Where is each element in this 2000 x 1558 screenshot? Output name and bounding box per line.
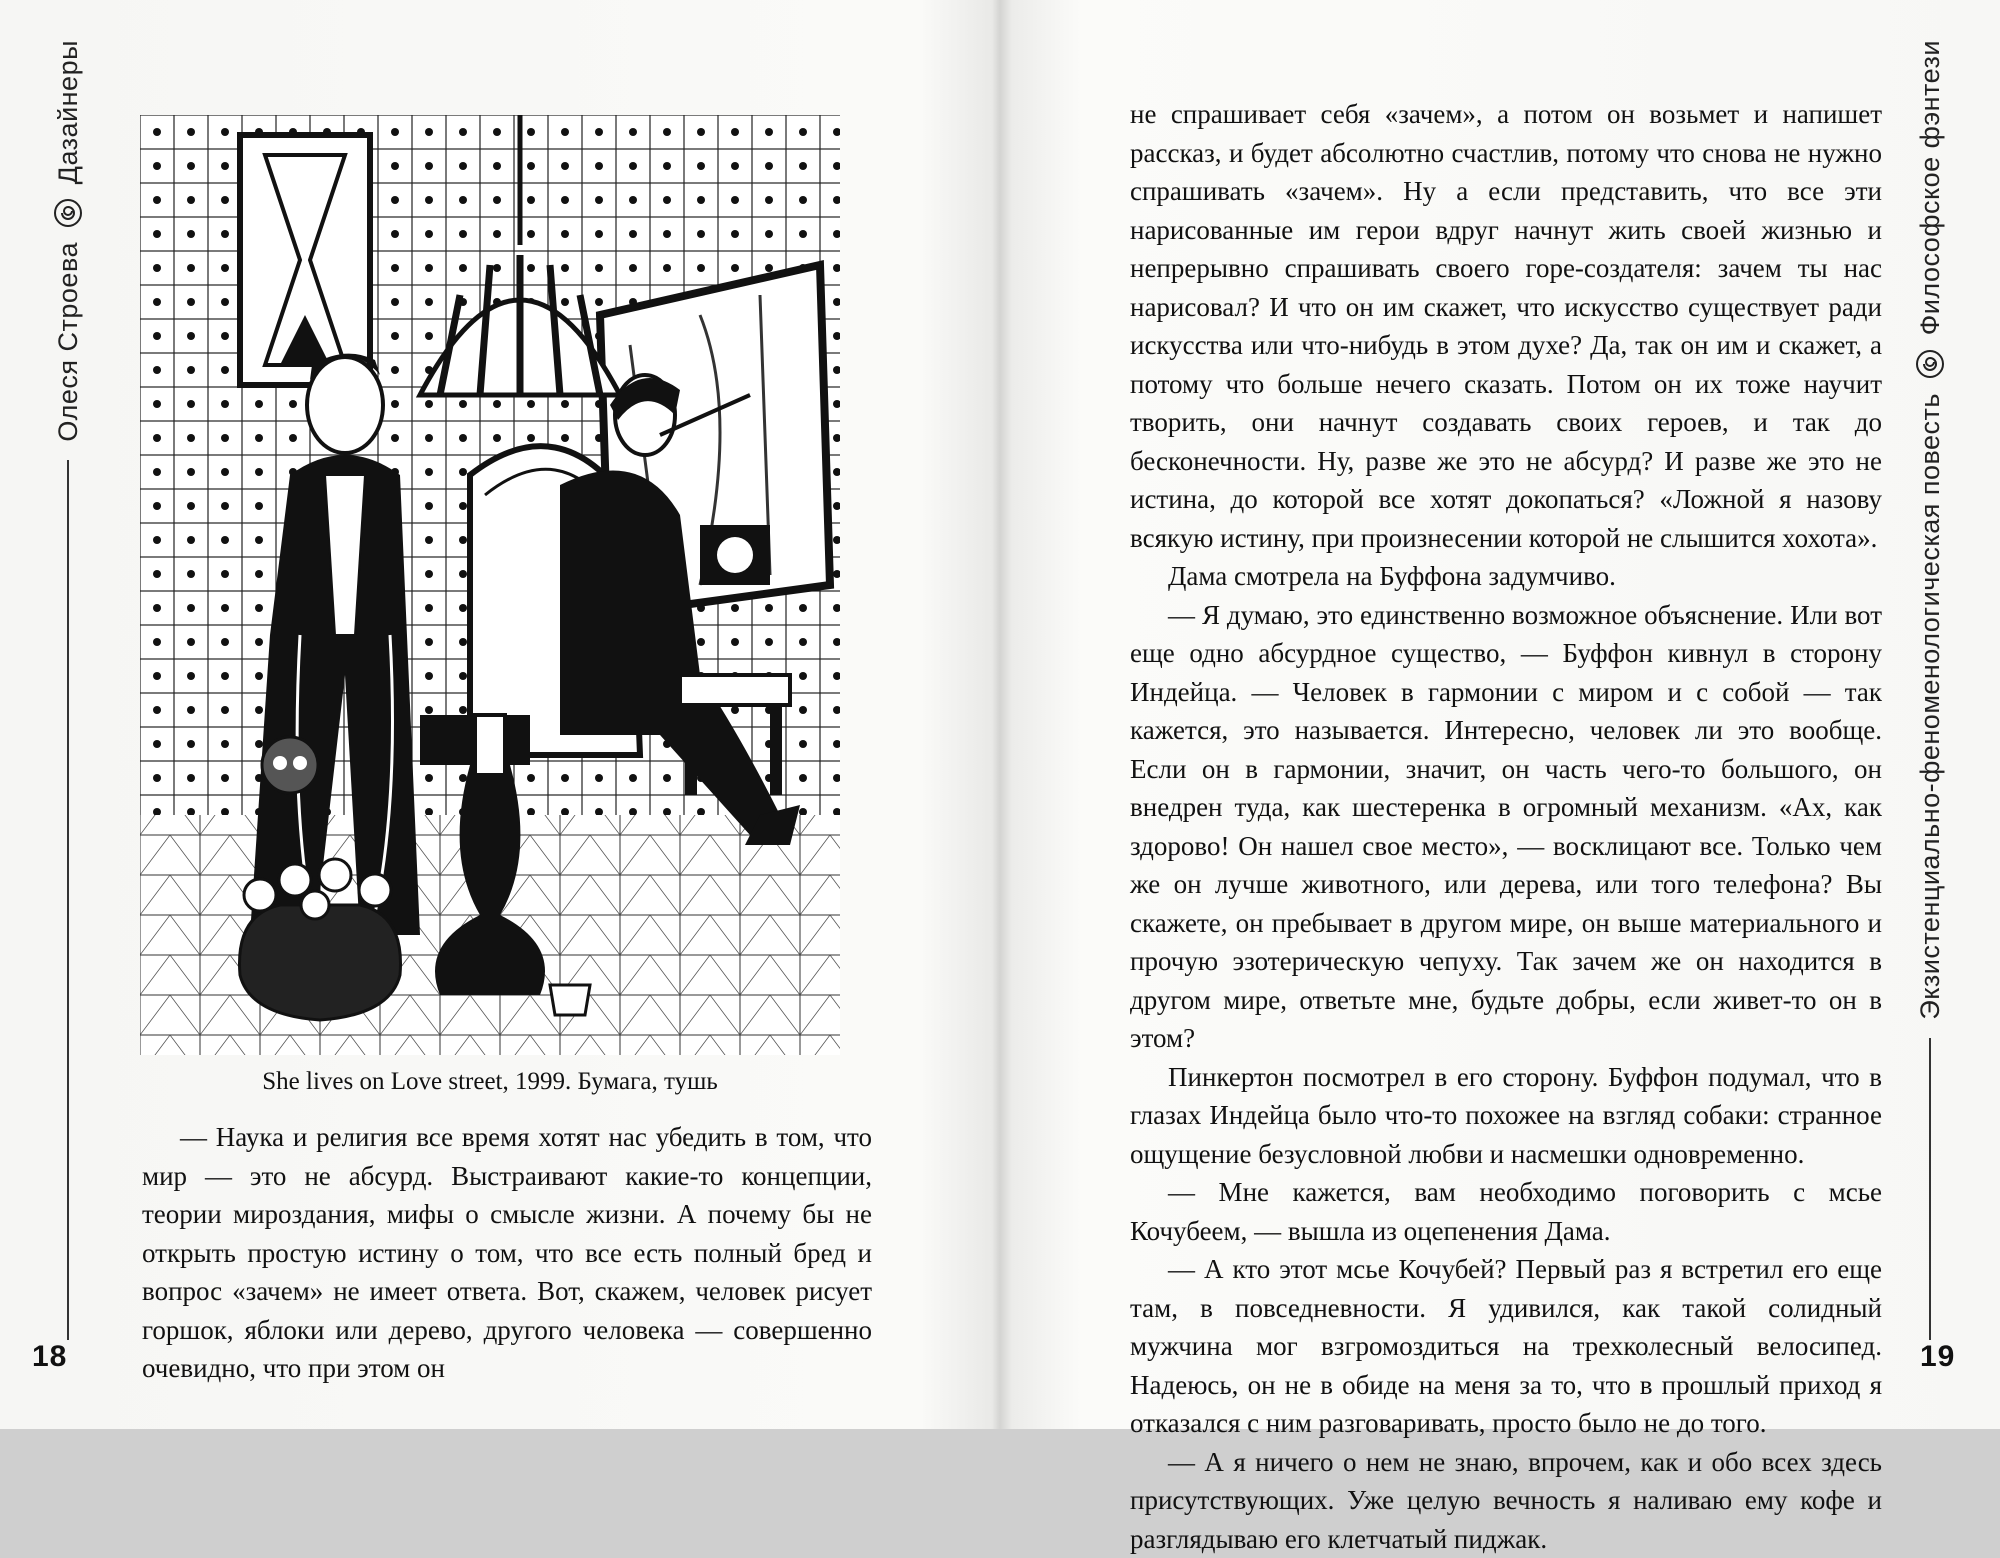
paragraph: — Я думаю, это единственно возможное объяснение. Или вот еще одно абсурдное существо, — Буффон кивнул в сторону Индейца. — Человек в гармонии с миром и с собой — так кажется, это называется. Интересно, человек ли это вообще. Если он в гармонии, значит, он часть чего-то большого, он внедрен туда, как шестеренка в огромный механизм. «Ах, как здорово! Он нашел свое место», — восклицают все. Только чем же он лучше животного, или дерева, или того телефона? Вы скажете, он пребывает в другом мире, он выше материального и прочую эзотерическую чепуху. Так зачем же он находится в другом мире, ответьте мне, будьте добры, если живет-то он в этом? bbox=[1130, 596, 1882, 1058]
page-number-right: 19 bbox=[1920, 1340, 1955, 1374]
illustration-drawing bbox=[140, 115, 840, 1055]
running-head-rule bbox=[67, 460, 69, 1340]
spiral-ornament-icon bbox=[1915, 349, 1945, 379]
paragraph: Дама смотрела на Буффона задумчиво. bbox=[1130, 557, 1882, 596]
right-running-head bbox=[1910, 40, 1950, 1340]
spiral-ornament-icon bbox=[53, 198, 83, 228]
running-head-rule bbox=[1929, 1038, 1931, 1340]
illustration-caption: She lives on Love street, 1999. Бумага, тушь bbox=[140, 1068, 840, 1096]
running-head-genre: Философское фэнтези bbox=[1915, 40, 1946, 335]
left-running-head bbox=[48, 40, 88, 1340]
running-head-title: Дазайнеры bbox=[53, 40, 84, 184]
page-number-left: 18 bbox=[32, 1340, 67, 1374]
paragraph: — Мне кажется, вам необходимо поговорить с мсье Кочубеем, — вышла из оцепенения Дама. bbox=[1130, 1173, 1882, 1250]
paragraph: — Наука и религия все время хотят нас убедить в том, что мир — это не абсурд. Выстраивают какие-то концепции, теории мироздания, мифы о смысле жизни. А почему бы не открыть простую истину о том, что все есть полный бред и вопрос «зачем» не имеет ответа. Вот, скажем, человек рисует горшок, яблоки или дерево, другого человека — совершенно очевидно, что при этом он bbox=[142, 1118, 872, 1388]
paragraph: Пинкертон посмотрел в его сторону. Буффон подумал, что в глазах Индейца было что-то похожее на взгляд собаки: странное ощущение безусловной любви и насмешки одновременно. bbox=[1130, 1058, 1882, 1174]
running-head-subtitle: Экзистенциально-феноменологическая повесть bbox=[1915, 393, 1946, 1020]
right-page-text bbox=[1130, 95, 1882, 1558]
running-head-author: Олеся Строева bbox=[53, 242, 84, 442]
continuation-paragraph: не спрашивает себя «зачем», а потом он возьмет и напишет рассказ, и будет абсолютно счастлив, потому что снова не нужно спрашивать «зачем». Ну а если представить, что все эти нарисованные им герои вдруг начнут жить своей жизнью и непрерывно спрашивать своего горе-создателя: зачем ты нас нарисовал? И что он им скажет, что искусство существует ради искусства или что-нибудь в этом духе? Да, так он им и скажет, а потому что больше нечего сказать. Потом он их тоже научит творить, они начнут создавать своих героев, и так до бесконечности. Ну, разве же это не абсурд? И разве же это не истина, до которой все хотят докопаться? «Ложной я назову всякую истину, при произнесении которой не слышится хохота». bbox=[1130, 95, 1882, 557]
paragraph: — А я ничего о нем не знаю, впрочем, как и обо всех здесь присутствующих. Уже целую вечность я наливаю ему кофе и разглядываю его клетчатый пиджак. bbox=[1130, 1443, 1882, 1558]
left-page-text bbox=[142, 1118, 872, 1388]
paragraph: — А кто этот мсье Кочубей? Первый раз я встретил его еще там, в повседневности. Я удивился, как такой солидный мужчина мог взгромоздиться на трехколесный велосипед. Надеюсь, он не в обиде на меня за то, что в прошлый приход я отказался с ним разговаривать, просто было не до того. bbox=[1130, 1250, 1882, 1443]
ink-illustration bbox=[140, 115, 840, 1055]
